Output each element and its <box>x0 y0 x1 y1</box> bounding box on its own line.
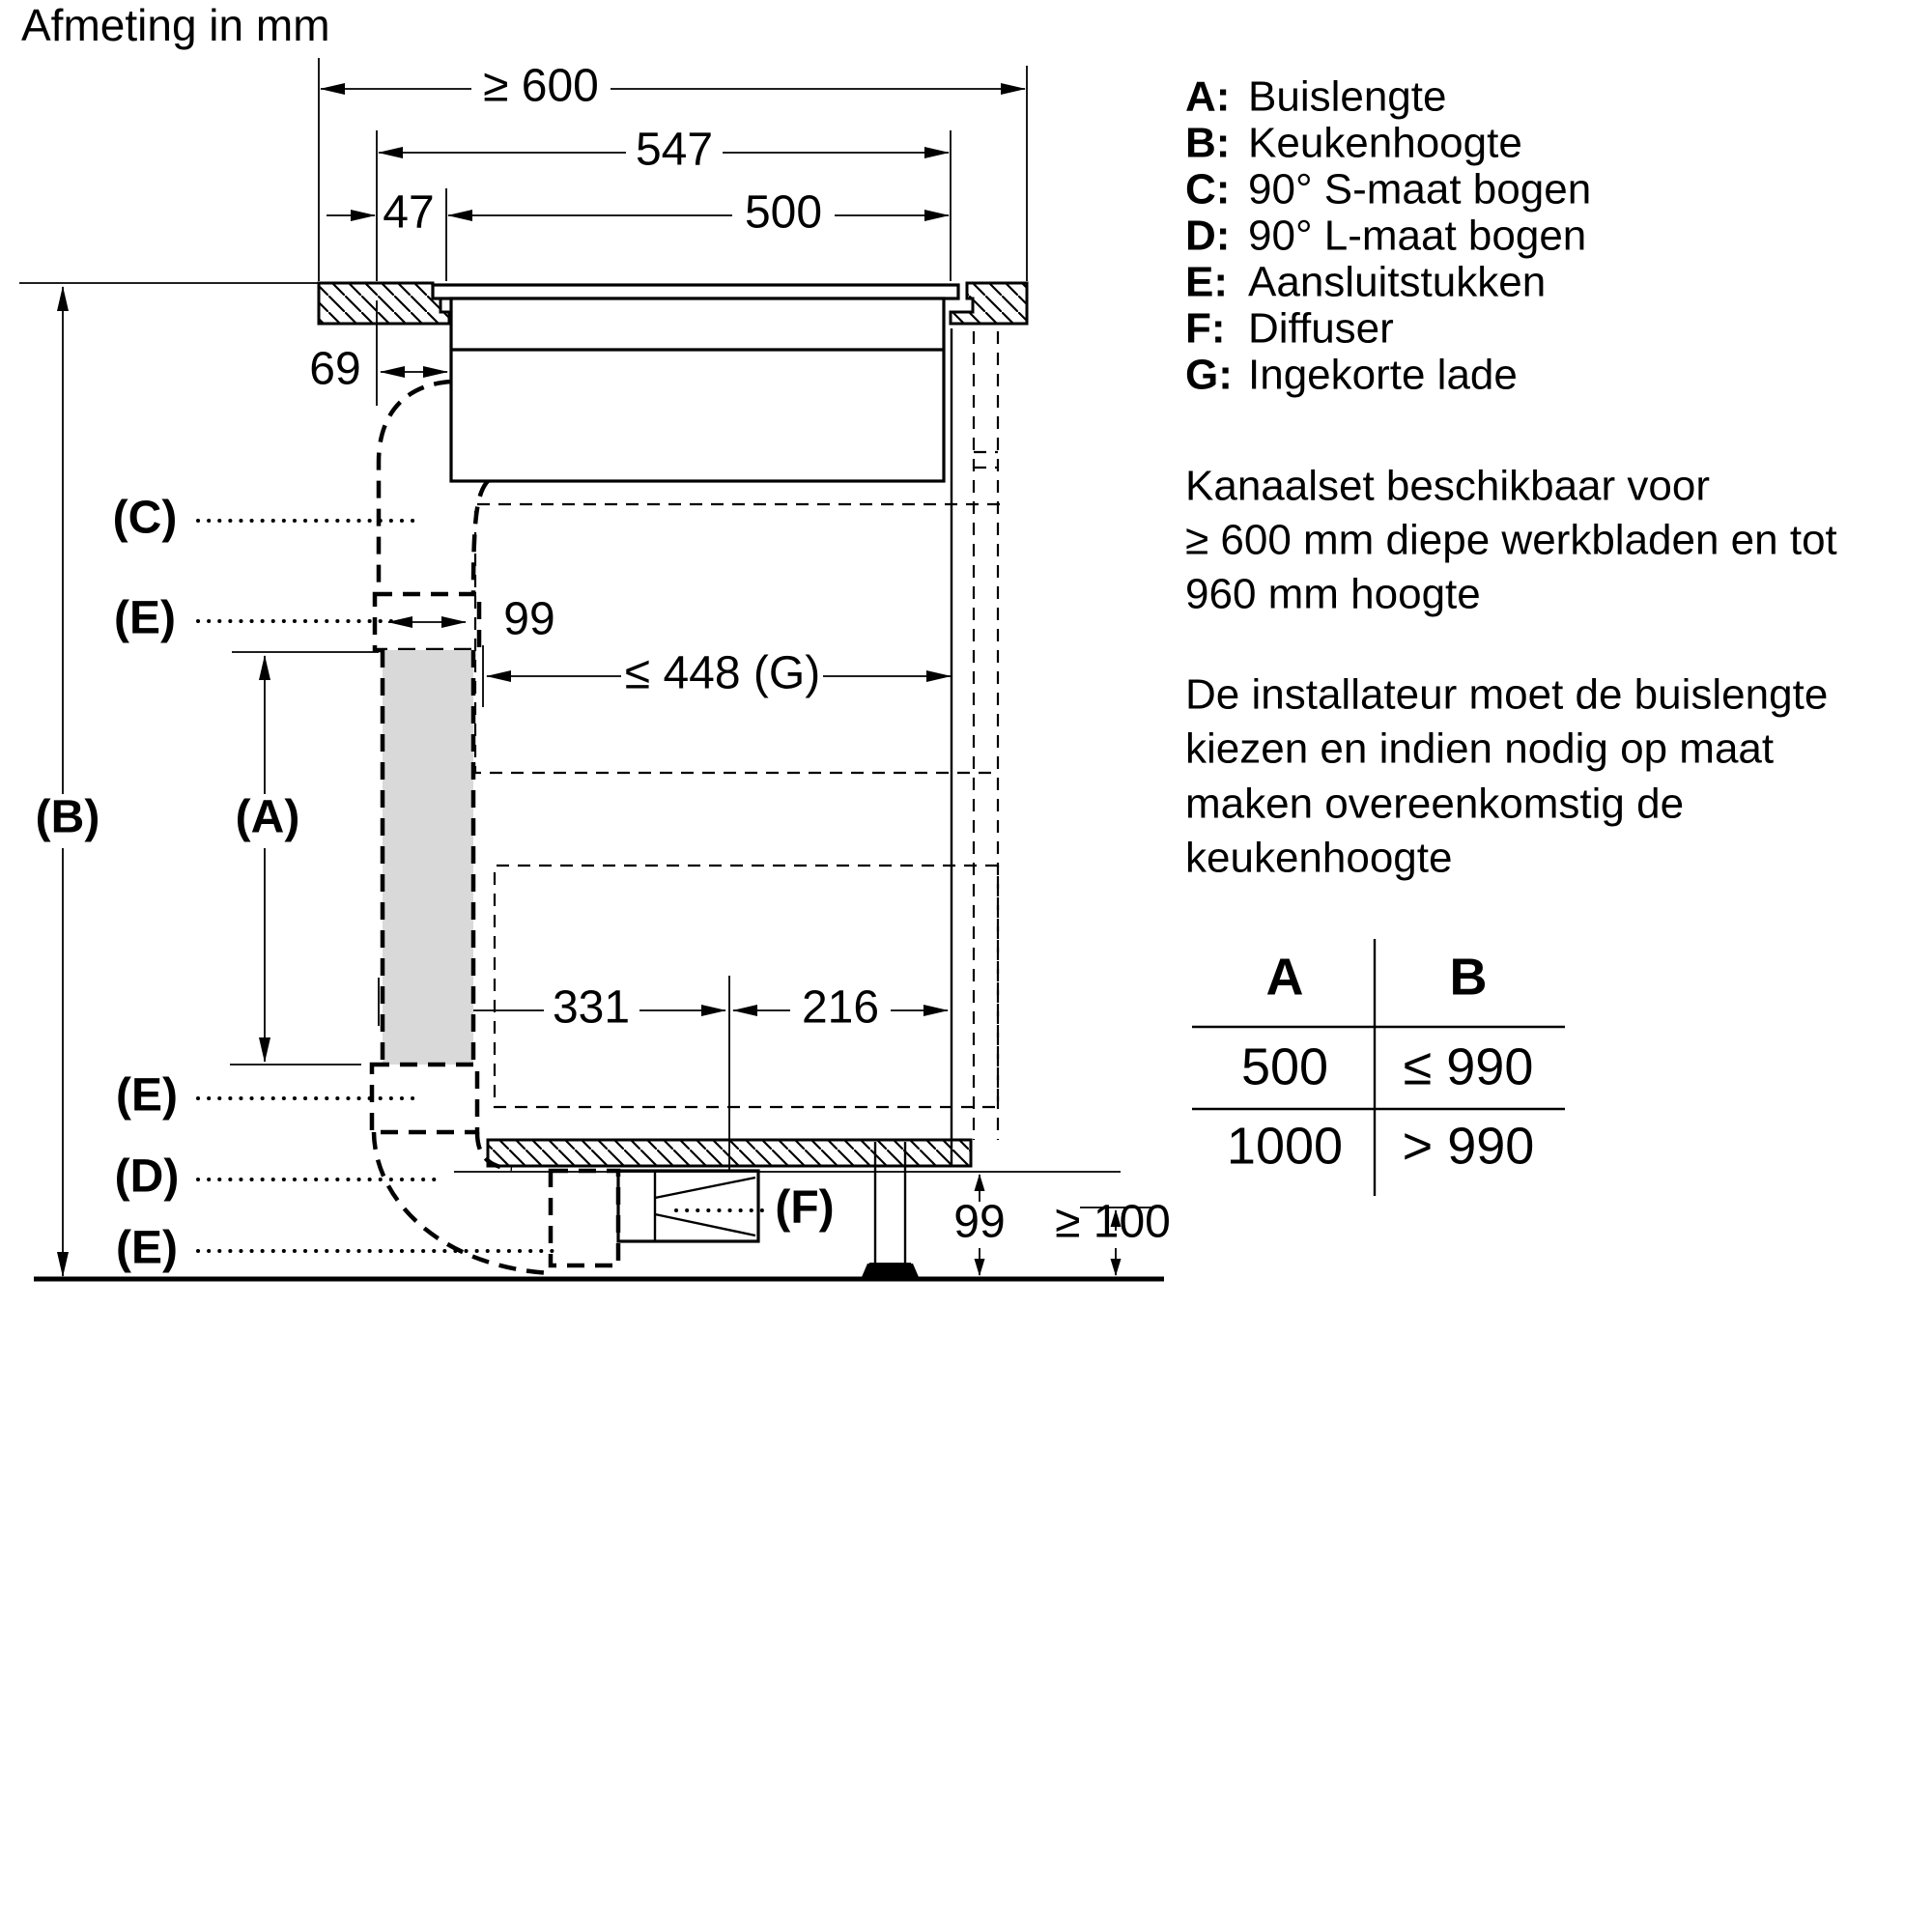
callout-e-bottom: (E) <box>116 1222 178 1274</box>
note2-line1: De installateur moet de buislengte <box>1185 670 1829 719</box>
worktop-back-section <box>951 283 1027 324</box>
legend-key-e: E: <box>1185 258 1228 306</box>
callout-f: (F) <box>775 1181 835 1234</box>
table-header-a: A <box>1265 948 1304 1007</box>
connector-horizontal <box>551 1171 618 1265</box>
page-title: Afmeting in mm <box>21 0 330 51</box>
legend-label-e: Aansluitstukken <box>1248 258 1547 306</box>
dim-cutout-depth: 500 <box>744 186 823 239</box>
legend <box>1185 73 1591 399</box>
table-header-b: B <box>1449 948 1488 1007</box>
cabinet-bottom-shelf <box>488 1140 971 1166</box>
table-cell-a1: 500 <box>1240 1037 1329 1096</box>
legend-key-b: B: <box>1185 119 1231 167</box>
dim-duct-to-leg: 331 <box>552 981 631 1034</box>
legend-key-c: C: <box>1185 165 1231 213</box>
note1-line2: ≥ 600 mm diepe werkbladen en tot <box>1185 516 1837 564</box>
dim-front-offset: 47 <box>383 186 435 239</box>
dim-leg-to-back: 216 <box>801 981 880 1034</box>
legend-label-g: Ingekorte lade <box>1248 351 1518 399</box>
callout-e-mid: (E) <box>116 1069 178 1122</box>
note1-line1: Kanaalset beschikbaar voor <box>1185 462 1710 510</box>
extension-lines <box>19 58 1151 1208</box>
callout-b: (B) <box>35 791 100 843</box>
note-duct-set <box>1185 463 1837 618</box>
legend-key-d: D: <box>1185 212 1231 260</box>
legend-key-a: A: <box>1185 72 1231 121</box>
table-cell-a2: 1000 <box>1226 1117 1344 1176</box>
note2-line4: keukenhoogte <box>1185 834 1453 882</box>
dim-worktop-depth: ≥ 600 <box>483 60 599 112</box>
dim-floor-clearance: ≥ 100 <box>1055 1196 1171 1248</box>
note2-line3: maken overeenkomstig de <box>1185 780 1685 828</box>
legend-label-d: 90° L-maat bogen <box>1248 212 1587 260</box>
legend-label-c: 90° S-maat bogen <box>1248 165 1592 213</box>
legend-label-f: Diffuser <box>1248 304 1394 353</box>
hob-glass-top <box>433 285 958 298</box>
duct-pipe <box>383 650 473 1065</box>
technical-drawing <box>19 58 1171 1279</box>
dim-glass-depth: 547 <box>635 124 714 176</box>
legend-label-a: Buislengte <box>1248 72 1447 121</box>
callout-d: (D) <box>114 1151 180 1203</box>
dim-diffuser-height: 99 <box>953 1196 1006 1248</box>
hob-body <box>451 298 944 481</box>
s-bend-outer <box>379 382 451 592</box>
leg-foot <box>862 1264 919 1277</box>
note2-line2: kiezen en indien nodig op maat <box>1185 724 1775 773</box>
worktop-front-section <box>319 283 449 324</box>
dim-drawer-depth: ≤ 448 (G) <box>624 647 821 699</box>
legend-key-f: F: <box>1185 304 1226 353</box>
legend-key-g: G: <box>1185 351 1233 399</box>
callout-a: (A) <box>235 791 300 843</box>
diffuser <box>618 1171 758 1241</box>
connector-bottom <box>372 1065 477 1132</box>
spec-table <box>1192 939 1565 1196</box>
dim-top-connector: 99 <box>503 593 555 645</box>
callout-c: (C) <box>112 492 178 544</box>
table-cell-b1: ≤ 990 <box>1403 1037 1534 1096</box>
callout-e-top: (E) <box>114 592 176 644</box>
worktop-and-hob <box>319 283 1027 481</box>
vertical-dimensions <box>36 287 300 1276</box>
table-cell-b2: > 990 <box>1402 1117 1535 1176</box>
dim-glass-to-body: 69 <box>309 343 361 395</box>
note1-line3: 960 mm hoogte <box>1185 570 1481 618</box>
legend-label-b: Keukenhoogte <box>1248 119 1522 167</box>
note-installer <box>1185 671 1828 882</box>
